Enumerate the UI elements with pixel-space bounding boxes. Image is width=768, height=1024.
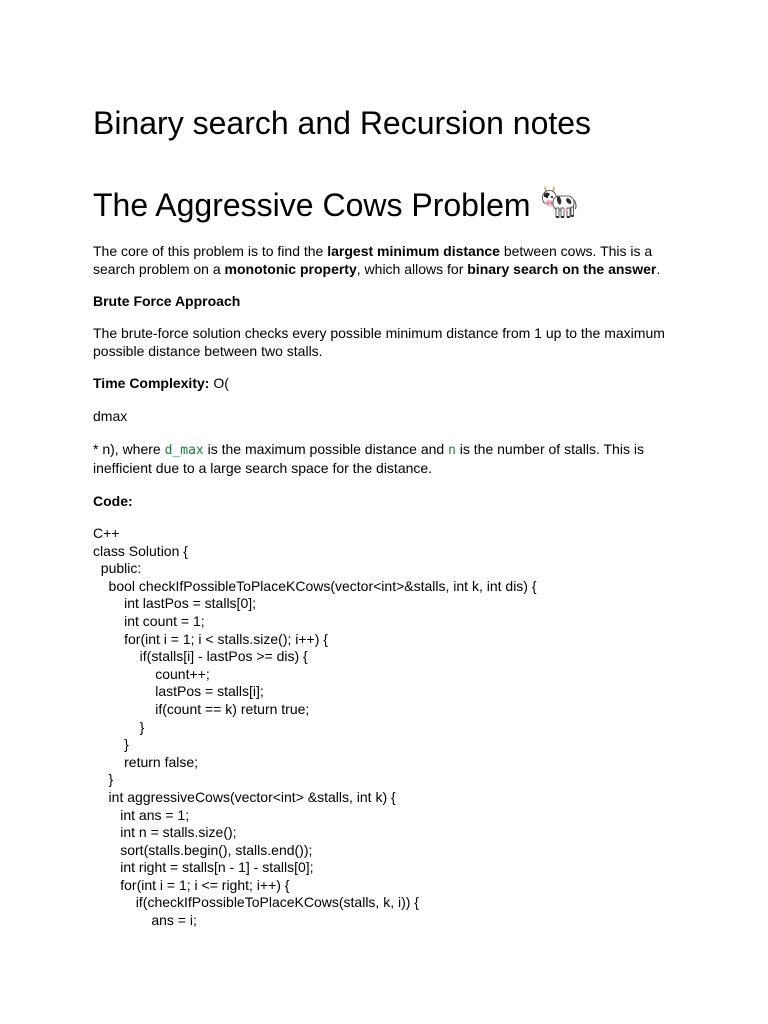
complexity-text-2: is the maximum possible distance and	[203, 441, 449, 457]
complexity-formula: dmax	[93, 408, 128, 424]
inline-code-n: n	[448, 443, 456, 458]
intro-text-1: The core of this problem is to find the	[93, 243, 328, 259]
code-line: }	[93, 718, 145, 735]
code-line: return false;	[93, 753, 199, 770]
cow-icon	[537, 186, 577, 220]
code-line: int ans = 1;	[93, 806, 190, 823]
inline-code-dmax: d_max	[164, 443, 204, 458]
document-title: Binary search and Recursion notes	[93, 105, 592, 141]
code-line: public:	[93, 560, 142, 577]
code-line: }	[93, 736, 129, 753]
code-line: bool checkIfPossibleToPlaceKCows(vector<int>&stalls, int k, int dis) {	[93, 577, 537, 594]
time-complexity-open: O(	[209, 375, 229, 391]
code-block	[93, 525, 537, 930]
code-line: sort(stalls.begin(), stalls.end());	[93, 841, 313, 858]
intro-bold-3: binary search on the answer	[467, 260, 657, 277]
code-line: count++;	[93, 665, 210, 682]
intro-paragraph	[93, 243, 683, 278]
code-line: if(count == k) return true;	[93, 700, 310, 717]
code-line: for(int i = 1; i < stalls.size(); i++) {	[93, 630, 328, 647]
code-line: for(int i = 1; i <= right; i++) {	[93, 876, 290, 893]
section-heading-text: The Aggressive Cows Problem	[93, 187, 531, 223]
intro-text-4: .	[656, 260, 661, 277]
code-line: ans = i;	[93, 912, 197, 929]
intro-bold-2: monotonic property	[224, 260, 357, 277]
code-line: if(stalls[i] - lastPos >= dis) {	[93, 648, 308, 665]
complexity-explanation	[93, 441, 683, 477]
section-heading	[93, 185, 577, 225]
code-line: int count = 1;	[93, 612, 205, 629]
time-complexity-line	[93, 375, 683, 393]
brute-force-description: The brute-force solution checks every possible minimum distance from 1 up to the maximum possible distance between two stalls.	[93, 325, 665, 359]
intro-text-2: between cows. This is a search problem on a	[93, 243, 653, 277]
code-line: int right = stalls[n - 1] - stalls[0];	[93, 859, 314, 876]
code-line: }	[93, 771, 114, 788]
code-line: lastPos = stalls[i];	[93, 683, 264, 700]
code-line: int lastPos = stalls[0];	[93, 595, 257, 612]
code-line: class Solution {	[93, 542, 188, 559]
intro-bold-1: largest minimum distance	[327, 243, 500, 259]
brute-force-heading: Brute Force Approach	[93, 293, 241, 309]
code-line: int aggressiveCows(vector<int> &stalls, int k) {	[93, 788, 396, 805]
code-label: Code:	[93, 493, 133, 509]
complexity-text-1: * n), where	[93, 441, 165, 457]
code-line: int n = stalls.size();	[93, 824, 237, 841]
code-line: C++	[93, 525, 120, 541]
intro-text-3: , which allows for	[356, 260, 468, 277]
code-line: if(checkIfPossibleToPlaceKCows(stalls, k, i)) {	[93, 894, 419, 911]
complexity-text-3: is the number of stalls. This is inefficient due to a large search space for the distance.	[93, 441, 644, 476]
time-complexity-label: Time Complexity:	[93, 375, 210, 391]
